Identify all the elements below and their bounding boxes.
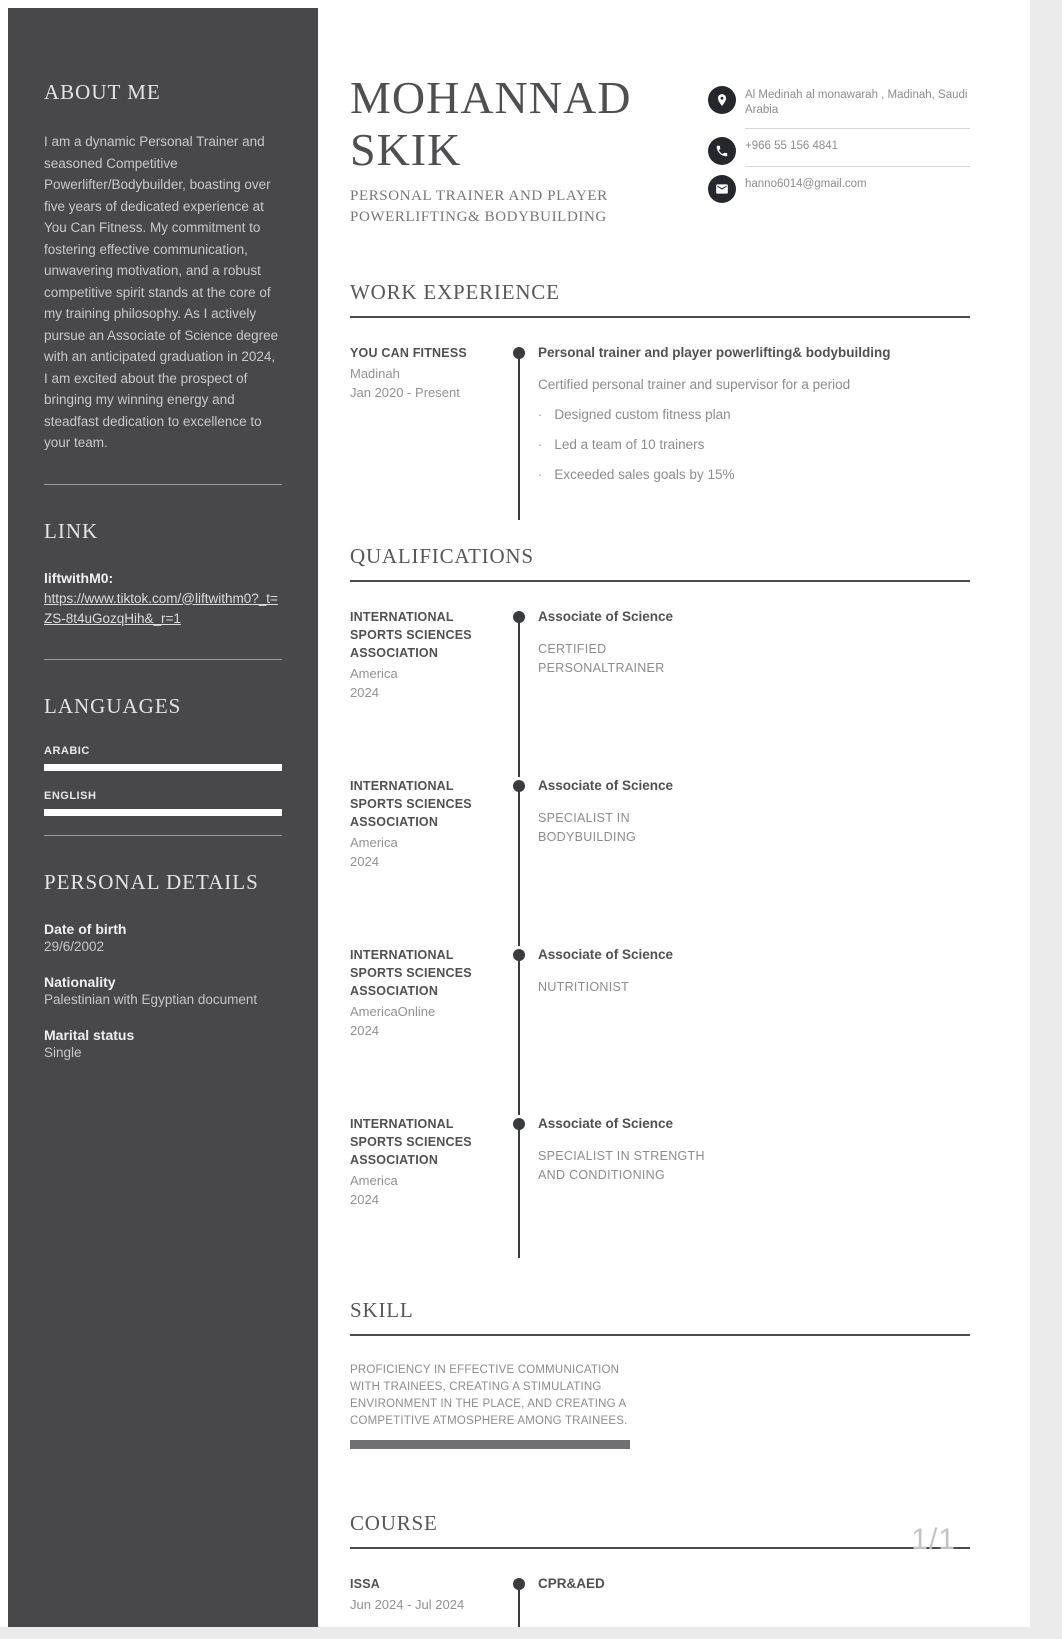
qualification-entry [350, 1115, 970, 1258]
qualification-detail: SPECIALIST IN STRENGTH AND CONDITIONING [538, 1149, 705, 1182]
institution-location: America [350, 666, 398, 681]
qualification-year: 2024 [350, 685, 379, 700]
institution-name: INTERNATIONAL SPORTS SCIENCES ASSOCIATION [350, 610, 472, 660]
language-name: ENGLISH [44, 789, 97, 802]
personal-detail-item [44, 974, 282, 1007]
work-dates: Jan 2020 - Present [350, 385, 460, 400]
timeline [500, 777, 538, 920]
bullet-dot-icon: · [538, 467, 543, 482]
personal-detail-label: Date of birth [44, 920, 127, 937]
institution-name: INTERNATIONAL SPORTS SCIENCES ASSOCIATION [350, 948, 472, 998]
personal-detail-item [44, 1027, 282, 1060]
qualifications-section [350, 544, 970, 1258]
about-me-heading: ABOUT ME [44, 80, 161, 104]
timeline [500, 1575, 538, 1627]
sidebar [8, 8, 318, 1627]
contact-phone-text: +966 55 156 4841 [745, 140, 839, 152]
person-job-title: PERSONAL TRAINER AND PLAYER POWERLIFTING& BODYBUILDING [350, 188, 608, 225]
timeline-line [518, 955, 520, 1115]
timeline [500, 946, 538, 1089]
timeline [500, 344, 538, 520]
personal-details-section [44, 870, 282, 1060]
person-name: MOHANNAD SKIK [350, 72, 632, 175]
language-name: ARABIC [44, 744, 90, 757]
qualification-detail: SPECIALIST IN BODYBUILDING [538, 811, 637, 844]
contact-location-text: Al Medinah al monawarah , Madinah, Saudi Arabia [745, 89, 968, 116]
company-name: YOU CAN FITNESS [350, 346, 467, 360]
personal-detail-item [44, 921, 282, 954]
section-rule [350, 580, 970, 582]
contact-email-text: hanno6014@gmail.com [745, 178, 867, 190]
languages-heading: LANGUAGES [44, 693, 182, 718]
personal-details-heading: PERSONAL DETAILS [44, 869, 259, 894]
timeline-line [518, 1584, 520, 1627]
course-entry [350, 1575, 970, 1627]
resume-header [350, 72, 970, 228]
company-location: Madinah [350, 366, 400, 381]
timeline-line [518, 617, 520, 777]
contact-phone [708, 137, 970, 175]
personal-detail-value: 29/6/2002 [44, 938, 105, 954]
timeline-line [518, 786, 520, 946]
work-experience-heading: WORK EXPERIENCE [350, 280, 560, 304]
institution-name: INTERNATIONAL SPORTS SCIENCES ASSOCIATION [350, 779, 472, 829]
institution-location: AmericaOnline [350, 1004, 436, 1019]
personal-detail-value: Palestinian with Egyptian document [44, 991, 258, 1007]
about-me-section [44, 80, 282, 454]
qualifications-heading: QUALIFICATIONS [350, 544, 534, 568]
work-bullet: · Exceeded sales goals by 15% [538, 467, 735, 482]
location-pin-icon [708, 86, 736, 114]
qualification-entry [350, 946, 970, 1089]
work-description: Certified personal trainer and supervisor for a period [538, 377, 851, 392]
degree-title: Associate of Science [538, 1116, 674, 1131]
section-rule [350, 1334, 970, 1336]
skill-level-bar [350, 1440, 630, 1449]
contact-list [708, 72, 970, 228]
sidebar-divider [44, 659, 282, 660]
link-heading: LINK [44, 518, 99, 543]
sidebar-divider [44, 484, 282, 485]
institution-name: INTERNATIONAL SPORTS SCIENCES ASSOCIATION [350, 1117, 472, 1167]
email-icon [708, 175, 736, 203]
tiktok-link[interactable]: https://www.tiktok.com/@liftwithm0?_t=ZS-8t4uGozqHih&_r=1 [44, 590, 278, 626]
language-level-bar [44, 809, 282, 816]
languages-section [44, 694, 282, 816]
personal-detail-label: Marital status [44, 1026, 135, 1043]
page-number: 1/1 [911, 1523, 956, 1556]
work-experience-entry [350, 344, 970, 520]
timeline-line [518, 1124, 520, 1258]
skill-heading: SKILL [350, 1298, 414, 1322]
course-heading: COURSE [350, 1511, 438, 1535]
work-bullet: · Led a team of 10 trainers [538, 437, 705, 452]
name-block [350, 72, 680, 228]
section-rule [350, 316, 970, 318]
about-me-text: I am a dynamic Personal Trainer and seasoned Competitive Powerlifter/Bodybuilder, boasting over five years of dedicated experience at You Can Fitness. My commitment to fostering effective communication, unwavering motivation, and a robust competitive spirit stands at the core of my training philosophy. As I actively pursue an Associate of Science degree with an anticipated graduation in 2024, I am excited about the prospect of bringing my winning energy and steadfast dedication to excellence to your team. [44, 134, 279, 450]
language-item [44, 745, 282, 771]
qualification-detail: CERTIFIED PERSONALTRAINER [538, 642, 665, 675]
main-content [318, 0, 1030, 1627]
course-provider: ISSA [350, 1577, 380, 1591]
timeline [500, 608, 538, 751]
personal-detail-label: Nationality [44, 973, 116, 990]
skill-text: PROFICIENCY IN EFFECTIVE COMMUNICATION WITH TRAINEES, CREATING A STIMULATING ENVIRONMENT IN THE PLACE, AND CREATING A COMPETITIVE ATMOSPHERE AMONG TRAINEES. [350, 1364, 628, 1427]
personal-detail-value: Single [44, 1044, 82, 1060]
institution-location: America [350, 835, 398, 850]
work-experience-section [350, 280, 970, 520]
qualification-entry [350, 777, 970, 920]
bullet-dot-icon: · [538, 407, 543, 422]
degree-title: Associate of Science [538, 947, 674, 962]
section-rule [350, 1547, 970, 1549]
language-level-fill [44, 764, 282, 771]
qualification-year: 2024 [350, 1023, 379, 1038]
work-title: Personal trainer and player powerlifting& bodybuilding [538, 345, 891, 360]
course-section [350, 1511, 970, 1627]
institution-location: America [350, 1173, 398, 1188]
link-label: liftwithM0: [44, 569, 114, 586]
work-bullet: · Designed custom fitness plan [538, 407, 731, 422]
degree-title: Associate of Science [538, 778, 674, 793]
timeline [500, 1115, 538, 1258]
course-dates: Jun 2024 - Jul 2024 [350, 1597, 465, 1612]
link-section [44, 519, 282, 629]
qualification-detail: NUTRITIONIST [538, 980, 630, 994]
qualification-year: 2024 [350, 1192, 379, 1207]
contact-location [708, 86, 970, 137]
language-level-fill [44, 809, 282, 816]
skill-level-fill [350, 1440, 630, 1449]
sidebar-divider [44, 835, 282, 836]
skill-section [350, 1298, 970, 1449]
course-title: CPR&AED [538, 1576, 605, 1591]
qualification-entry [350, 608, 970, 751]
language-item [44, 790, 282, 816]
bullet-dot-icon: · [538, 437, 543, 452]
contact-email [708, 175, 970, 205]
timeline-line [518, 353, 520, 520]
language-level-bar [44, 764, 282, 771]
phone-icon [708, 137, 736, 165]
qualification-year: 2024 [350, 854, 379, 869]
degree-title: Associate of Science [538, 609, 674, 624]
